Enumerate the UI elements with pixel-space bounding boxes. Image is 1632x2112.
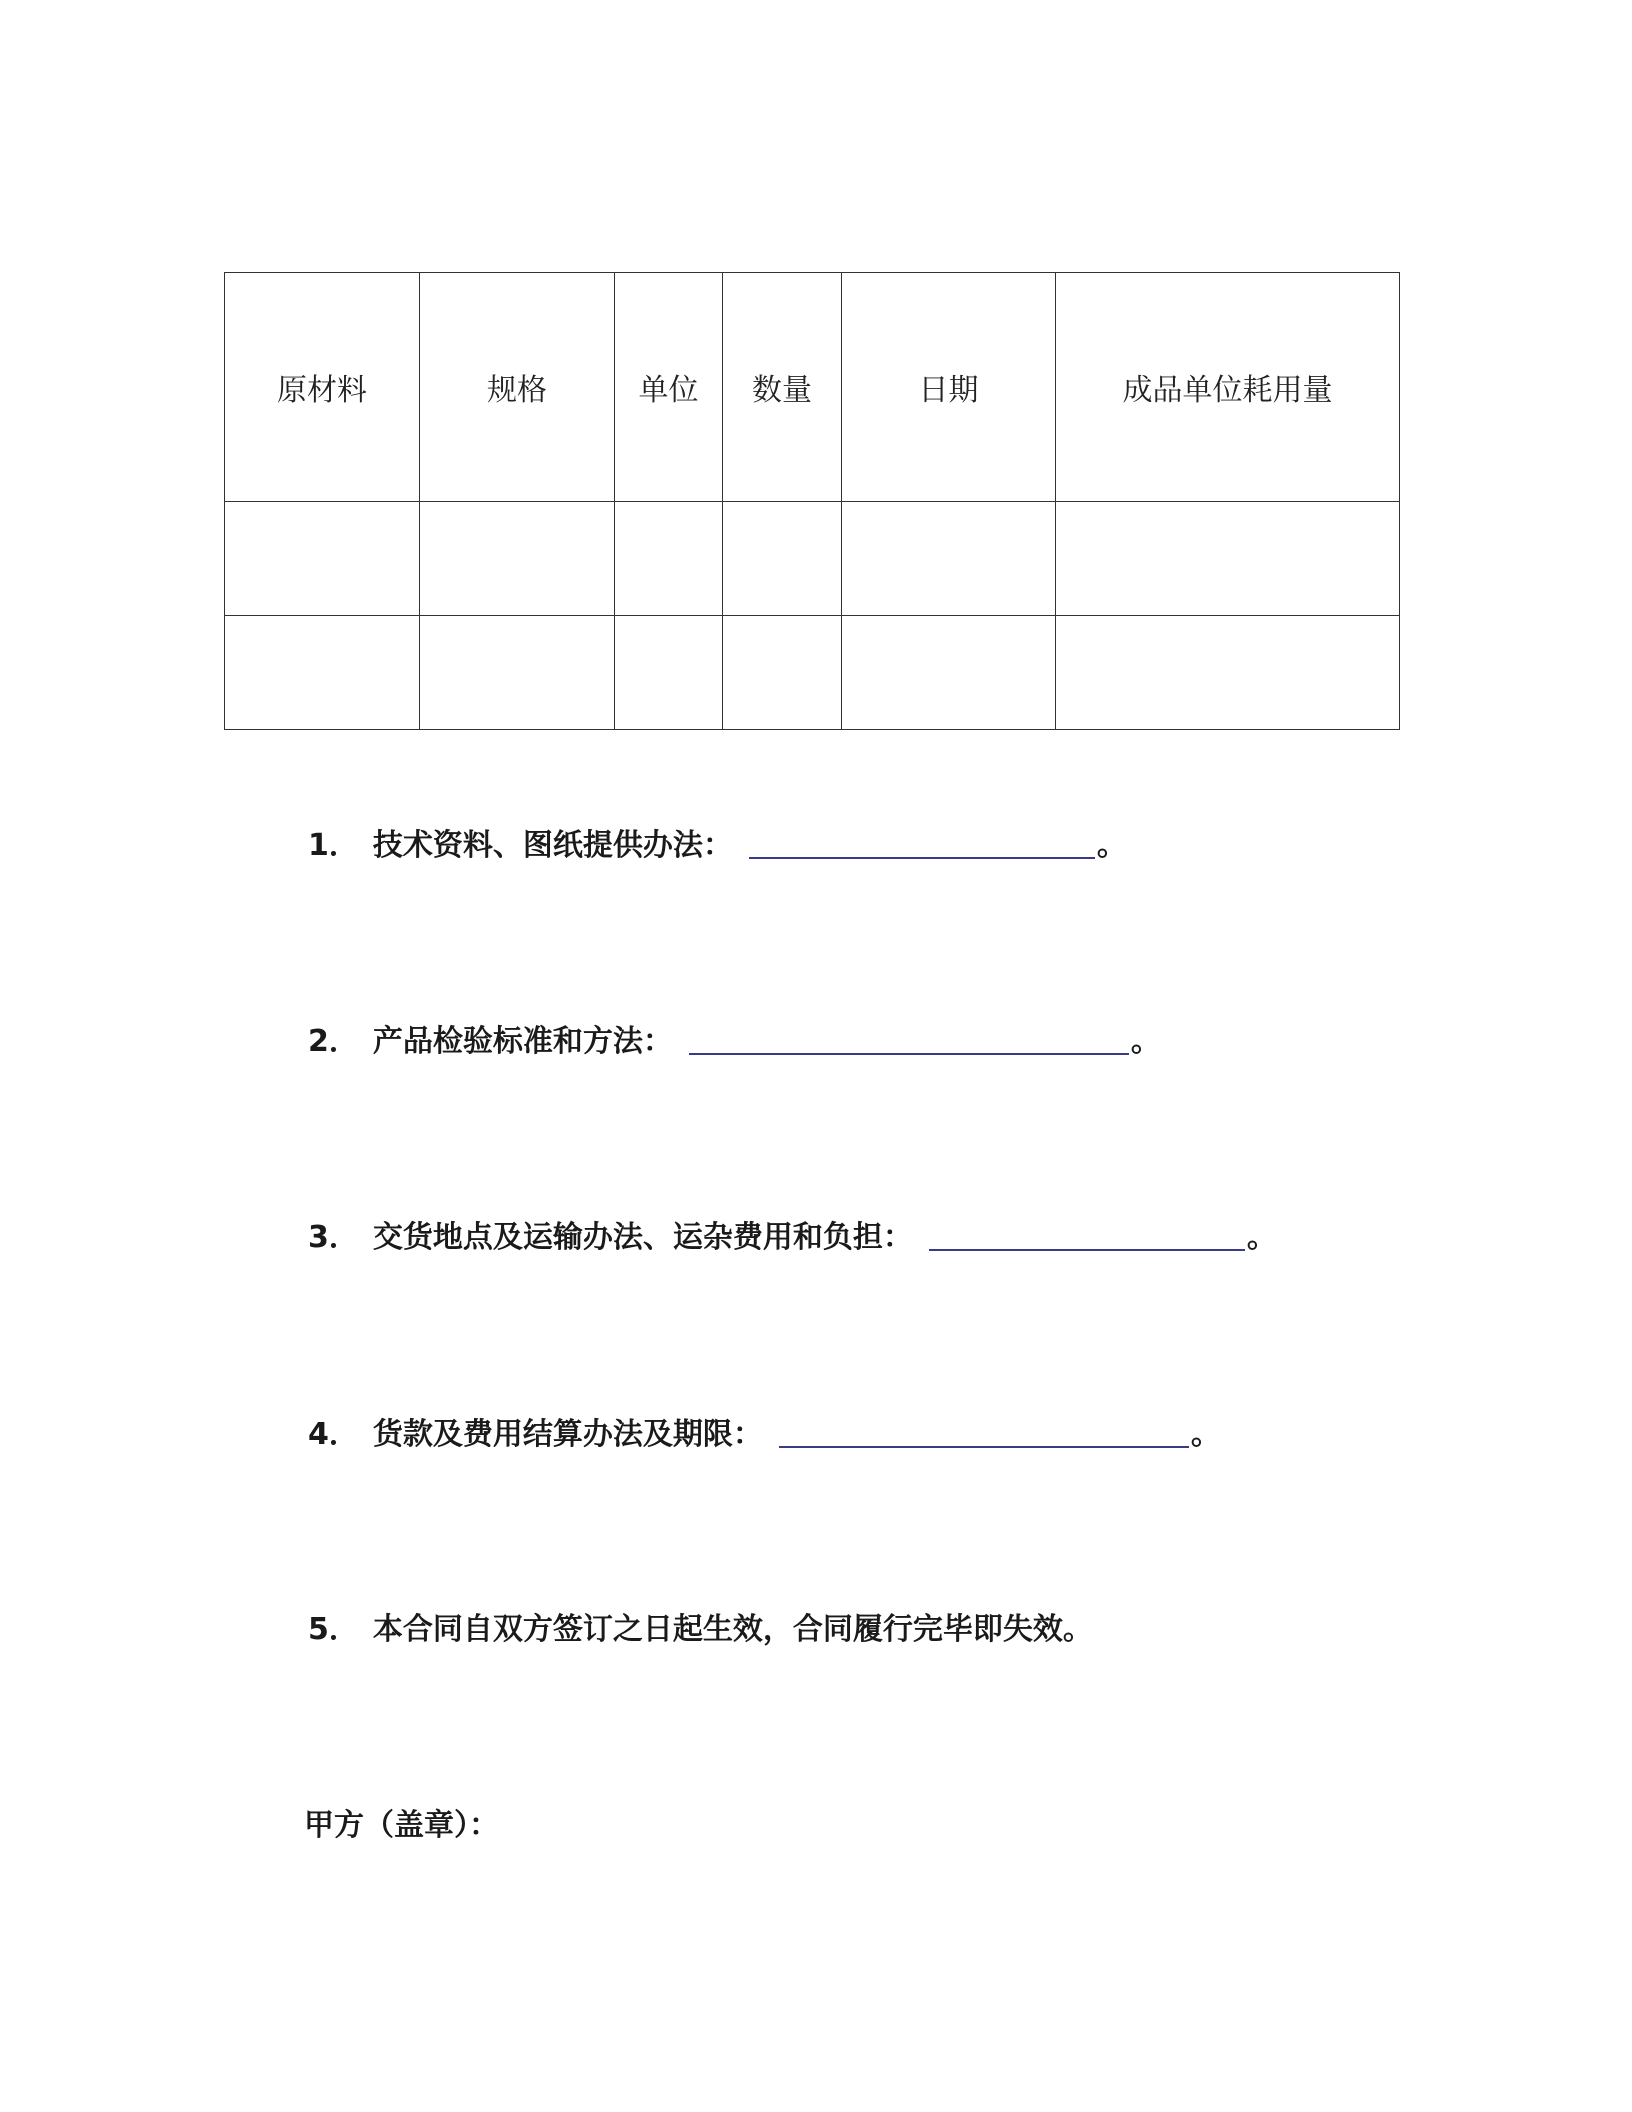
clause-number: 4．	[308, 1417, 359, 1452]
header-unit: 单位	[615, 273, 723, 502]
party-a-seal-label: 甲方（盖章）：	[304, 1808, 499, 1843]
table-cell[interactable]	[225, 502, 420, 616]
table-cell[interactable]	[842, 616, 1056, 730]
clause-technical-docs	[308, 820, 1127, 864]
table-row	[225, 502, 1400, 616]
table-cell[interactable]	[723, 616, 842, 730]
clause-text: 产品检验标准和方法：	[372, 1024, 673, 1059]
table-header-row	[225, 273, 1400, 502]
clause-delivery	[308, 1212, 1277, 1256]
table-cell[interactable]	[225, 616, 420, 730]
header-spec: 规格	[420, 273, 615, 502]
clause-end-mark: 。	[1246, 1220, 1277, 1255]
clause-number: 5．	[308, 1612, 359, 1647]
fill-in-blank[interactable]	[929, 1219, 1245, 1251]
table-row	[225, 616, 1400, 730]
clause-text: 本合同自双方签订之日起生效，合同履行完毕即失效。	[372, 1612, 1093, 1647]
clause-number: 3．	[308, 1220, 359, 1255]
table-cell[interactable]	[420, 616, 615, 730]
table-cell[interactable]	[420, 502, 615, 616]
clause-number: 1．	[308, 828, 359, 863]
clause-text: 货款及费用结算办法及期限：	[372, 1417, 763, 1452]
materials-table	[224, 272, 1400, 730]
clause-end-mark: 。	[1130, 1024, 1161, 1059]
clause-end-mark: 。	[1190, 1417, 1221, 1452]
clause-number: 2．	[308, 1024, 359, 1059]
table-cell[interactable]	[1056, 616, 1400, 730]
clause-text: 技术资料、图纸提供办法：	[372, 828, 733, 863]
table-cell[interactable]	[1056, 502, 1400, 616]
table-cell[interactable]	[615, 502, 723, 616]
clause-text: 交货地点及运输办法、运杂费用和负担：	[372, 1220, 913, 1255]
table-cell[interactable]	[723, 502, 842, 616]
header-date: 日期	[842, 273, 1056, 502]
table-cell[interactable]	[615, 616, 723, 730]
fill-in-blank[interactable]	[749, 827, 1095, 859]
table-cell[interactable]	[842, 502, 1056, 616]
fill-in-blank[interactable]	[779, 1416, 1189, 1448]
header-unit-consumption: 成品单位耗用量	[1056, 273, 1400, 502]
clause-end-mark: 。	[1096, 828, 1127, 863]
clause-inspection	[308, 1016, 1161, 1060]
clause-effective	[308, 1604, 1093, 1648]
clause-payment	[308, 1409, 1221, 1453]
fill-in-blank[interactable]	[689, 1023, 1129, 1055]
header-quantity: 数量	[723, 273, 842, 502]
header-raw-material: 原材料	[225, 273, 420, 502]
